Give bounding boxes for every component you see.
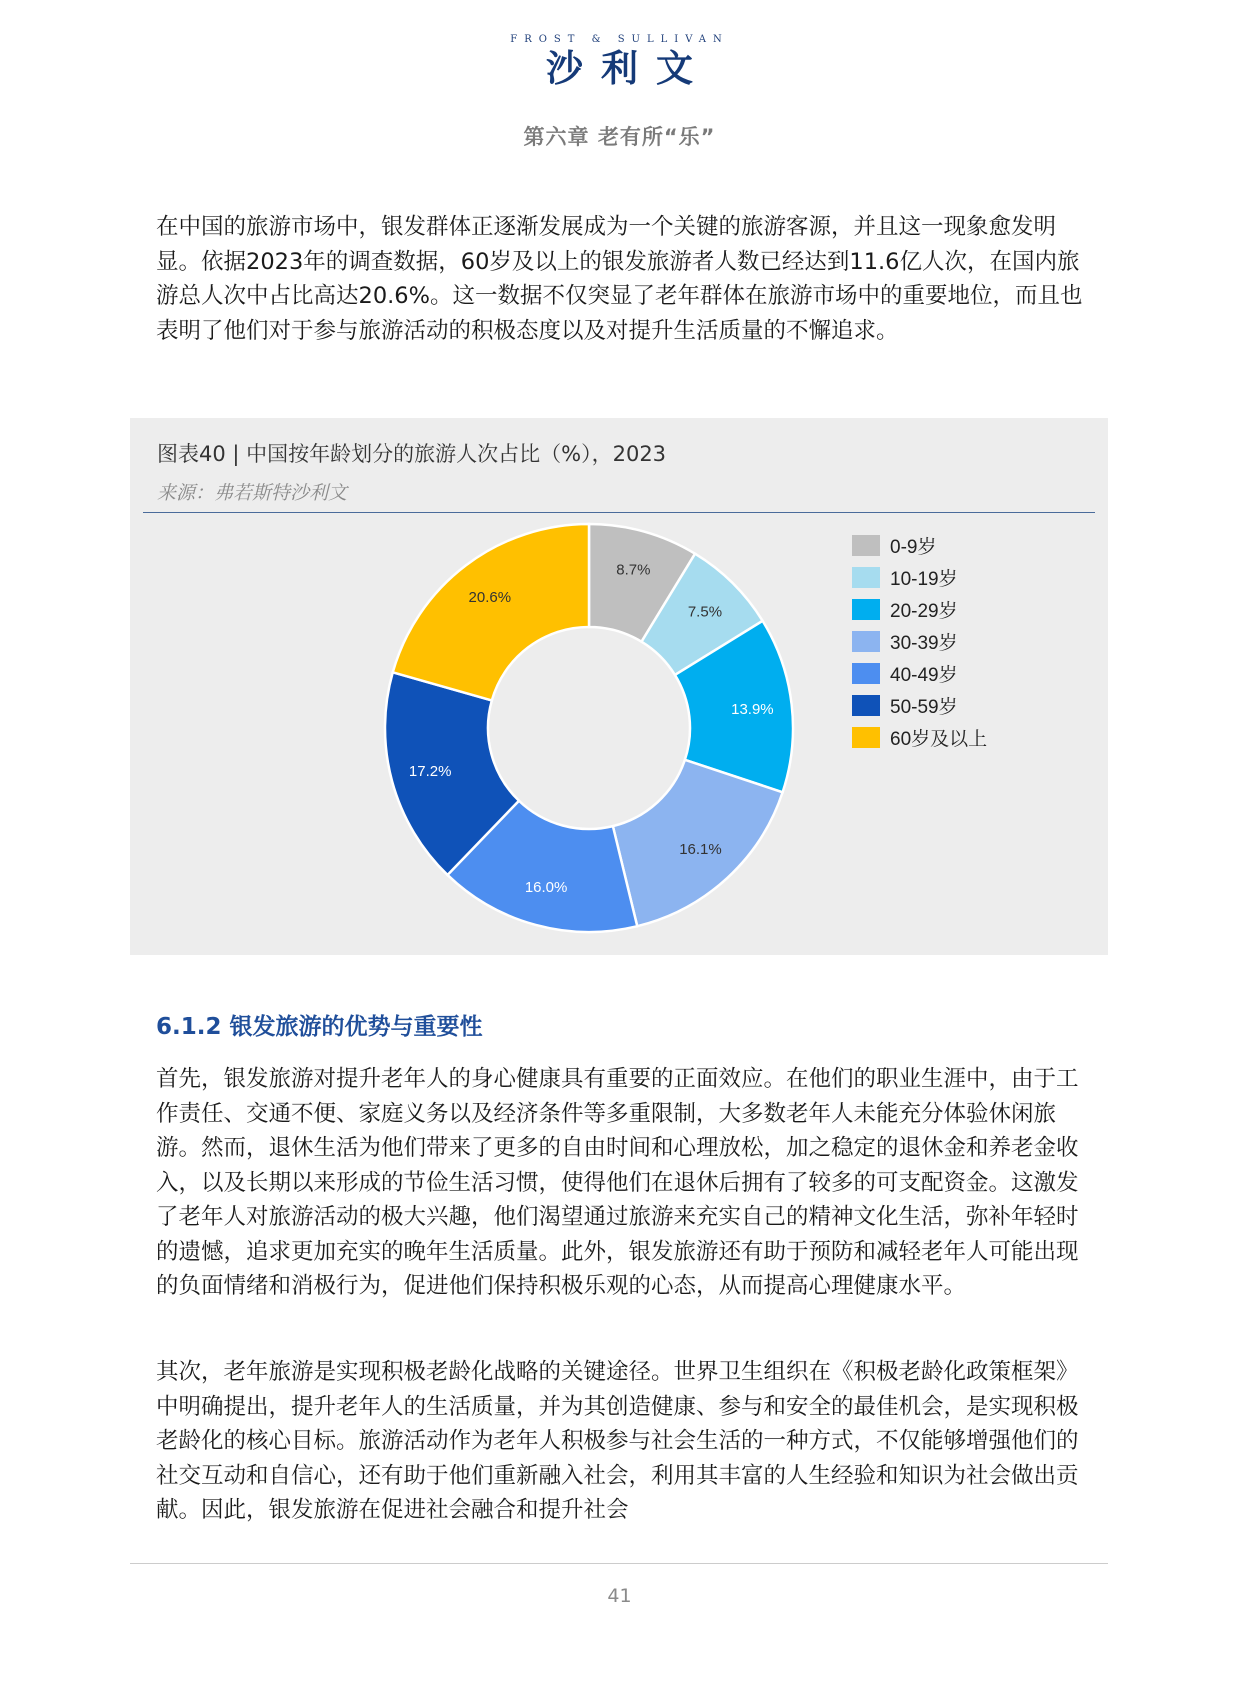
legend-label: 50-59岁 xyxy=(890,697,958,718)
footer-divider xyxy=(130,1563,1108,1564)
legend-label: 20-29岁 xyxy=(890,601,958,622)
legend-swatch xyxy=(852,599,880,620)
chart-title: 图表40 | 中国按年龄划分的旅游人次占比（%），2023 xyxy=(157,442,667,466)
donut-chart xyxy=(130,418,1108,955)
legend-swatch xyxy=(852,695,880,716)
intro-paragraph: 在中国的旅游市场中，银发群体正逐渐发展成为一个关键的旅游客源，并且这一现象愈发明显。依据2023年的调查数据，60岁及以上的银发旅游者人数已经达到11.6亿人次，在国内旅游总人次中占比高达20.6%。这一数据不仅突显了老年群体在旅游市场中的重要地位，而且也表明了他们对于参与旅游活动的积极态度以及对提升生活质量的不懈追求。 xyxy=(156,214,1083,344)
logo-chinese: 沙利文 xyxy=(546,47,711,90)
slice-data-label: 20.6% xyxy=(468,588,512,606)
slice-data-label: 17.2% xyxy=(408,762,452,780)
slice-data-label: 8.7% xyxy=(616,561,651,579)
legend-swatch xyxy=(852,535,880,556)
slice-data-label: 16.1% xyxy=(679,840,722,858)
chart-source: 来源：弗若斯特沙利文 xyxy=(157,482,348,504)
page-number: 41 xyxy=(607,1585,632,1607)
legend-label: 0-9岁 xyxy=(890,537,937,558)
legend-label: 10-19岁 xyxy=(890,569,958,590)
slice-data-label: 13.9% xyxy=(731,700,774,718)
donut-slice-7 xyxy=(393,524,589,700)
section-heading: 6.1.2 银发旅游的优势与重要性 xyxy=(156,1014,483,1040)
body-paragraph: 首先，银发旅游对提升老年人的身心健康具有重要的正面效应。在他们的职业生涯中，由于工作责任、交通不便、家庭义务以及经济条件等多重限制，大多数老年人未能充分体验休闲旅游。然而，退休生活为他们带来了更多的自由时间和心理放松，加之稳定的退休金和养老金收入，以及长期以来形成的节俭生活习惯，使得他们在退休后拥有了较多的可支配资金。这激发了老年人对旅游活动的极大兴趣，他们渴望通过旅游来充实自己的精神文化生活，弥补年轻时的遗憾，追求更加充实的晚年生活质量。此外，银发旅游还有助于预防和减轻老年人可能出现的负面情绪和消极行为，促进他们保持积极乐观的心态，从而提高心理健康水平。 xyxy=(156,1066,1079,1299)
legend-label: 40-49岁 xyxy=(890,665,958,686)
legend-swatch xyxy=(852,727,880,748)
legend-label: 60岁及以上 xyxy=(890,729,988,750)
legend-swatch xyxy=(852,567,880,588)
chart-panel xyxy=(130,418,1108,955)
logo-english: FROST & SULLIVAN xyxy=(510,34,729,45)
legend-swatch xyxy=(852,663,880,684)
body-paragraph: 其次，老年旅游是实现积极老龄化战略的关键途径。世界卫生组织在《积极老龄化政策框架》中明确提出，提升老年人的生活质量，并为其创造健康、参与和安全的最佳机会，是实现积极老龄化的核心目标。旅游活动作为老年人积极参与社会生活的一种方式，不仅能够增强他们的社交互动和自信心，还有助于他们重新融入社会，利用其丰富的人生经验和知识为社会做出贡献。因此，银发旅游在促进社会融合和提升社会 xyxy=(156,1359,1079,1523)
slice-data-label: 7.5% xyxy=(687,603,723,621)
chapter-title: 第六章 老有所“乐” xyxy=(523,125,716,149)
brand-logo xyxy=(0,34,1239,90)
legend-label: 30-39岁 xyxy=(890,633,958,654)
slice-data-label: 16.0% xyxy=(524,878,568,896)
legend-swatch xyxy=(852,631,880,652)
